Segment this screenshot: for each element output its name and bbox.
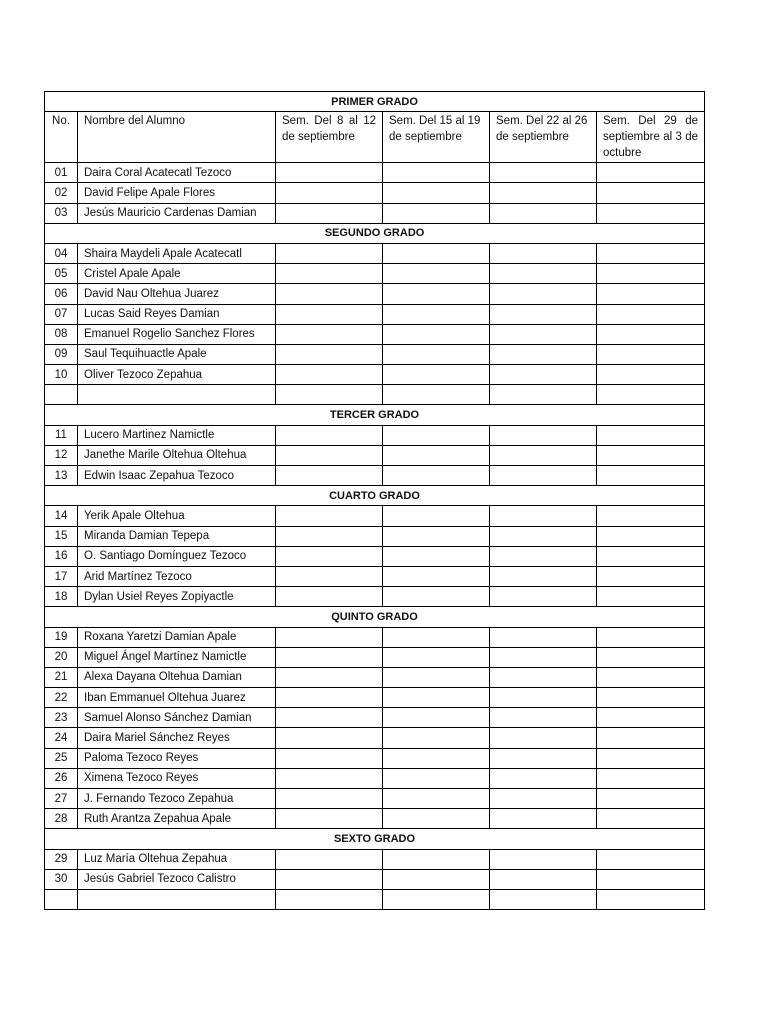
attendance-cell-week-3[interactable] — [490, 243, 597, 263]
blank-row — [45, 385, 705, 405]
student-name: Samuel Alonso Sánchez Damian — [78, 708, 276, 728]
attendance-cell-week-4[interactable] — [597, 627, 705, 647]
student-number: 17 — [45, 566, 78, 586]
attendance-cell-week-3[interactable] — [490, 546, 597, 566]
attendance-cell-week-1[interactable] — [276, 163, 383, 183]
attendance-cell-week-3[interactable] — [490, 264, 597, 284]
section-title: TERCER GRADO — [45, 405, 705, 425]
student-name: Emanuel Rogelio Sanchez Flores — [78, 324, 276, 344]
attendance-cell-week-2[interactable] — [383, 445, 490, 465]
attendance-cell-week-2[interactable] — [383, 425, 490, 445]
attendance-cell-week-1[interactable] — [276, 425, 383, 445]
attendance-cell-week-1[interactable] — [276, 809, 383, 829]
attendance-cell-week-2[interactable] — [383, 647, 490, 667]
student-row — [45, 344, 705, 364]
attendance-cell-week-1[interactable] — [276, 627, 383, 647]
student-number: 24 — [45, 728, 78, 748]
student-number: 27 — [45, 789, 78, 809]
student-number: 25 — [45, 748, 78, 768]
attendance-cell-week-2[interactable] — [383, 768, 490, 788]
student-name: Iban Emmanuel Oltehua Juarez — [78, 688, 276, 708]
attendance-cell-week-3[interactable] — [490, 365, 597, 385]
student-row — [45, 425, 705, 445]
attendance-cell-week-3[interactable] — [490, 445, 597, 465]
attendance-cell-week-1[interactable] — [276, 344, 383, 364]
attendance-cell-week-3[interactable] — [490, 466, 597, 486]
section-title-row — [45, 607, 705, 627]
empty-cell — [78, 385, 276, 405]
empty-cell[interactable] — [597, 889, 705, 909]
attendance-cell-week-2[interactable] — [383, 566, 490, 586]
attendance-cell-week-1[interactable] — [276, 203, 383, 223]
attendance-cell-week-2[interactable] — [383, 627, 490, 647]
attendance-cell-week-3[interactable] — [490, 203, 597, 223]
attendance-cell-week-3[interactable] — [490, 768, 597, 788]
attendance-cell-week-2[interactable] — [383, 203, 490, 223]
student-number: 26 — [45, 768, 78, 788]
attendance-cell-week-4[interactable] — [597, 425, 705, 445]
attendance-cell-week-1[interactable] — [276, 284, 383, 304]
student-name: Lucas Said Reyes Damian — [78, 304, 276, 324]
empty-cell[interactable] — [383, 889, 490, 909]
student-number: 14 — [45, 506, 78, 526]
student-name: Shaira Maydeli Apale Acatecatl — [78, 243, 276, 263]
attendance-cell-week-3[interactable] — [490, 748, 597, 768]
section-title-row — [45, 486, 705, 506]
attendance-cell-week-4[interactable] — [597, 243, 705, 263]
attendance-cell-week-1[interactable] — [276, 869, 383, 889]
attendance-cell-week-4[interactable] — [597, 526, 705, 546]
student-number: 21 — [45, 667, 78, 687]
empty-cell[interactable] — [490, 385, 597, 405]
attendance-cell-week-2[interactable] — [383, 183, 490, 203]
student-number: 20 — [45, 647, 78, 667]
attendance-cell-week-2[interactable] — [383, 506, 490, 526]
section-title-row — [45, 829, 705, 849]
attendance-cell-week-4[interactable] — [597, 809, 705, 829]
column-header-number: No. — [45, 112, 78, 163]
attendance-cell-week-3[interactable] — [490, 566, 597, 586]
student-name: Roxana Yaretzi Damian Apale — [78, 627, 276, 647]
attendance-cell-week-3[interactable] — [490, 506, 597, 526]
attendance-cell-week-4[interactable] — [597, 304, 705, 324]
student-name: Ruth Arantza Zepahua Apale — [78, 809, 276, 829]
attendance-cell-week-4[interactable] — [597, 647, 705, 667]
student-name: J. Fernando Tezoco Zepahua — [78, 789, 276, 809]
student-number: 23 — [45, 708, 78, 728]
attendance-cell-week-4[interactable] — [597, 566, 705, 586]
empty-cell[interactable] — [597, 385, 705, 405]
attendance-cell-week-2[interactable] — [383, 264, 490, 284]
column-header-week-1: Sem. Del 8 al 12 de septiembre — [276, 112, 383, 163]
student-row — [45, 466, 705, 486]
attendance-cell-week-4[interactable] — [597, 748, 705, 768]
attendance-cell-week-4[interactable] — [597, 284, 705, 304]
attendance-cell-week-2[interactable] — [383, 466, 490, 486]
attendance-sheet — [44, 91, 704, 910]
attendance-cell-week-2[interactable] — [383, 809, 490, 829]
attendance-cell-week-4[interactable] — [597, 203, 705, 223]
student-row — [45, 506, 705, 526]
attendance-cell-week-3[interactable] — [490, 344, 597, 364]
attendance-cell-week-3[interactable] — [490, 425, 597, 445]
attendance-cell-week-4[interactable] — [597, 163, 705, 183]
column-header-week-3: Sem. Del 22 al 26 de septiembre — [490, 112, 597, 163]
student-row — [45, 809, 705, 829]
attendance-cell-week-1[interactable] — [276, 183, 383, 203]
student-row — [45, 627, 705, 647]
attendance-cell-week-2[interactable] — [383, 243, 490, 263]
attendance-cell-week-3[interactable] — [490, 849, 597, 869]
student-name: O. Santiago Domínguez Tezoco — [78, 546, 276, 566]
attendance-cell-week-4[interactable] — [597, 546, 705, 566]
student-number: 12 — [45, 445, 78, 465]
student-number: 10 — [45, 365, 78, 385]
attendance-cell-week-3[interactable] — [490, 627, 597, 647]
student-name: Luz María Oltehua Zepahua — [78, 849, 276, 869]
attendance-cell-week-3[interactable] — [490, 708, 597, 728]
student-name: Saul Tequihuactle Apale — [78, 344, 276, 364]
header-row — [45, 112, 705, 163]
attendance-cell-week-4[interactable] — [597, 183, 705, 203]
student-number: 01 — [45, 163, 78, 183]
section-title: SEGUNDO GRADO — [45, 223, 705, 243]
attendance-cell-week-2[interactable] — [383, 365, 490, 385]
attendance-cell-week-4[interactable] — [597, 708, 705, 728]
student-number: 29 — [45, 849, 78, 869]
attendance-cell-week-3[interactable] — [490, 304, 597, 324]
student-row — [45, 264, 705, 284]
student-name: David Felipe Apale Flores — [78, 183, 276, 203]
attendance-cell-week-2[interactable] — [383, 869, 490, 889]
student-name: Daira Coral Acatecatl Tezoco — [78, 163, 276, 183]
empty-cell[interactable] — [276, 889, 383, 909]
student-row — [45, 748, 705, 768]
attendance-cell-week-1[interactable] — [276, 304, 383, 324]
student-number: 02 — [45, 183, 78, 203]
student-name: Alexa Dayana Oltehua Damian — [78, 667, 276, 687]
attendance-cell-week-3[interactable] — [490, 869, 597, 889]
attendance-cell-week-3[interactable] — [490, 667, 597, 687]
attendance-cell-week-2[interactable] — [383, 304, 490, 324]
student-row — [45, 526, 705, 546]
attendance-cell-week-1[interactable] — [276, 647, 383, 667]
attendance-cell-week-1[interactable] — [276, 243, 383, 263]
student-row — [45, 284, 705, 304]
student-row — [45, 768, 705, 788]
student-number: 16 — [45, 546, 78, 566]
attendance-cell-week-1[interactable] — [276, 546, 383, 566]
attendance-cell-week-3[interactable] — [490, 789, 597, 809]
student-row — [45, 667, 705, 687]
attendance-cell-week-3[interactable] — [490, 284, 597, 304]
attendance-cell-week-2[interactable] — [383, 526, 490, 546]
attendance-cell-week-4[interactable] — [597, 688, 705, 708]
attendance-cell-week-3[interactable] — [490, 183, 597, 203]
section-title-row — [45, 92, 705, 112]
student-name: Ximena Tezoco Reyes — [78, 768, 276, 788]
attendance-cell-week-3[interactable] — [490, 688, 597, 708]
attendance-cell-week-1[interactable] — [276, 506, 383, 526]
attendance-cell-week-3[interactable] — [490, 809, 597, 829]
attendance-cell-week-1[interactable] — [276, 728, 383, 748]
attendance-cell-week-2[interactable] — [383, 789, 490, 809]
student-number: 07 — [45, 304, 78, 324]
section-title: SEXTO GRADO — [45, 829, 705, 849]
student-number: 03 — [45, 203, 78, 223]
student-name: Miranda Damian Tepepa — [78, 526, 276, 546]
student-row — [45, 728, 705, 748]
attendance-cell-week-4[interactable] — [597, 587, 705, 607]
attendance-table — [44, 91, 705, 910]
attendance-cell-week-1[interactable] — [276, 688, 383, 708]
attendance-cell-week-1[interactable] — [276, 849, 383, 869]
student-number: 18 — [45, 587, 78, 607]
student-row — [45, 647, 705, 667]
attendance-cell-week-3[interactable] — [490, 728, 597, 748]
attendance-cell-week-2[interactable] — [383, 728, 490, 748]
attendance-cell-week-2[interactable] — [383, 587, 490, 607]
empty-cell — [45, 385, 78, 405]
attendance-cell-week-3[interactable] — [490, 647, 597, 667]
section-title: QUINTO GRADO — [45, 607, 705, 627]
attendance-cell-week-2[interactable] — [383, 324, 490, 344]
column-header-week-4: Sem. Del 29 de septiembre al 3 de octubre — [597, 112, 705, 163]
student-number: 28 — [45, 809, 78, 829]
attendance-cell-week-3[interactable] — [490, 587, 597, 607]
student-row — [45, 546, 705, 566]
attendance-cell-week-1[interactable] — [276, 264, 383, 284]
student-row — [45, 324, 705, 344]
student-name: Paloma Tezoco Reyes — [78, 748, 276, 768]
column-header-week-2: Sem. Del 15 al 19 de septiembre — [383, 112, 490, 163]
student-name: Oliver Tezoco Zepahua — [78, 365, 276, 385]
attendance-cell-week-4[interactable] — [597, 506, 705, 526]
student-row — [45, 869, 705, 889]
attendance-cell-week-1[interactable] — [276, 768, 383, 788]
attendance-cell-week-3[interactable] — [490, 163, 597, 183]
empty-cell[interactable] — [276, 385, 383, 405]
attendance-cell-week-1[interactable] — [276, 365, 383, 385]
student-number: 30 — [45, 869, 78, 889]
attendance-cell-week-1[interactable] — [276, 587, 383, 607]
student-number: 15 — [45, 526, 78, 546]
attendance-cell-week-4[interactable] — [597, 869, 705, 889]
attendance-cell-week-2[interactable] — [383, 849, 490, 869]
attendance-cell-week-4[interactable] — [597, 365, 705, 385]
student-row — [45, 203, 705, 223]
attendance-cell-week-1[interactable] — [276, 324, 383, 344]
attendance-cell-week-2[interactable] — [383, 708, 490, 728]
student-number: 22 — [45, 688, 78, 708]
attendance-cell-week-1[interactable] — [276, 526, 383, 546]
student-row — [45, 183, 705, 203]
student-name: Daira Mariel Sánchez Reyes — [78, 728, 276, 748]
attendance-cell-week-4[interactable] — [597, 344, 705, 364]
attendance-cell-week-3[interactable] — [490, 526, 597, 546]
student-row — [45, 789, 705, 809]
attendance-cell-week-2[interactable] — [383, 748, 490, 768]
student-number: 04 — [45, 243, 78, 263]
student-name: Jesús Gabriel Tezoco Calistro — [78, 869, 276, 889]
student-name: Jesús Mauricio Cardenas Damian — [78, 203, 276, 223]
student-row — [45, 708, 705, 728]
student-row — [45, 587, 705, 607]
student-name: Lucero Martinez Namictle — [78, 425, 276, 445]
attendance-cell-week-4[interactable] — [597, 728, 705, 748]
attendance-cell-week-4[interactable] — [597, 789, 705, 809]
student-row — [45, 243, 705, 263]
student-name: Arid Martínez Tezoco — [78, 566, 276, 586]
attendance-cell-week-2[interactable] — [383, 546, 490, 566]
student-row — [45, 163, 705, 183]
empty-cell[interactable] — [490, 889, 597, 909]
attendance-cell-week-4[interactable] — [597, 667, 705, 687]
empty-cell — [78, 889, 276, 909]
empty-cell[interactable] — [383, 385, 490, 405]
blank-row — [45, 889, 705, 909]
attendance-cell-week-2[interactable] — [383, 344, 490, 364]
empty-cell — [45, 889, 78, 909]
student-name: Yerik Apale Oltehua — [78, 506, 276, 526]
student-number: 09 — [45, 344, 78, 364]
student-row — [45, 365, 705, 385]
attendance-cell-week-4[interactable] — [597, 466, 705, 486]
attendance-cell-week-1[interactable] — [276, 789, 383, 809]
attendance-cell-week-4[interactable] — [597, 324, 705, 344]
attendance-cell-week-2[interactable] — [383, 163, 490, 183]
student-number: 08 — [45, 324, 78, 344]
section-title-row — [45, 405, 705, 425]
attendance-cell-week-4[interactable] — [597, 849, 705, 869]
student-number: 11 — [45, 425, 78, 445]
attendance-cell-week-2[interactable] — [383, 284, 490, 304]
student-number: 19 — [45, 627, 78, 647]
student-number: 06 — [45, 284, 78, 304]
student-name: Miguel Ángel Martínez Namictle — [78, 647, 276, 667]
student-row — [45, 304, 705, 324]
attendance-cell-week-4[interactable] — [597, 445, 705, 465]
section-title-row — [45, 223, 705, 243]
student-name: David Nau Oltehua Juarez — [78, 284, 276, 304]
attendance-cell-week-1[interactable] — [276, 466, 383, 486]
student-name: Cristel Apale Apale — [78, 264, 276, 284]
student-row — [45, 849, 705, 869]
attendance-cell-week-1[interactable] — [276, 748, 383, 768]
attendance-cell-week-2[interactable] — [383, 667, 490, 687]
attendance-cell-week-1[interactable] — [276, 667, 383, 687]
column-header-name: Nombre del Alumno — [78, 112, 276, 163]
student-row — [45, 566, 705, 586]
student-row — [45, 688, 705, 708]
attendance-cell-week-2[interactable] — [383, 688, 490, 708]
student-name: Dylan Usiel Reyes Zopiyactle — [78, 587, 276, 607]
section-title: PRIMER GRADO — [45, 92, 705, 112]
student-number: 05 — [45, 264, 78, 284]
attendance-cell-week-1[interactable] — [276, 566, 383, 586]
attendance-cell-week-4[interactable] — [597, 264, 705, 284]
attendance-cell-week-3[interactable] — [490, 324, 597, 344]
attendance-cell-week-1[interactable] — [276, 445, 383, 465]
attendance-cell-week-1[interactable] — [276, 708, 383, 728]
student-name: Edwin Isaac Zepahua Tezoco — [78, 466, 276, 486]
attendance-cell-week-4[interactable] — [597, 768, 705, 788]
student-number: 13 — [45, 466, 78, 486]
student-row — [45, 445, 705, 465]
student-name: Janethe Marile Oltehua Oltehua — [78, 445, 276, 465]
section-title: CUARTO GRADO — [45, 486, 705, 506]
